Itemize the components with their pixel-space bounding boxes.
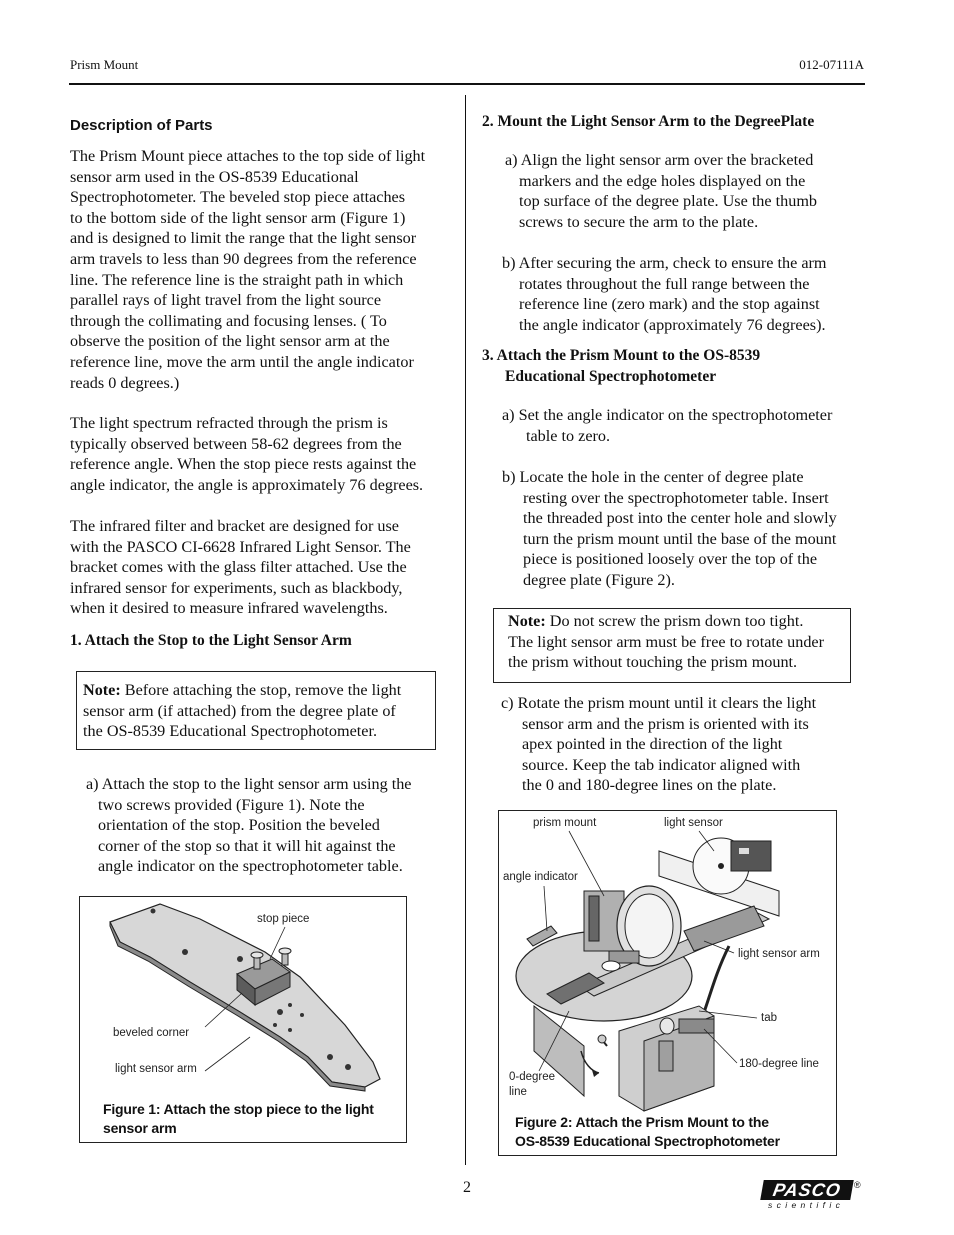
step-3a-text [502,405,867,446]
text-line: turn the prism mount until the base of the mount [523,529,837,548]
step-3-title [482,345,760,387]
step-2a-text [505,150,865,232]
label-light-sensor-arm: light sensor arm [115,1063,197,1075]
text-line: two screws provided (Figure 1). Note the [98,795,365,814]
text-line: screws to secure the arm to the plate. [519,212,759,231]
description-paragraph-1 [70,146,460,393]
step-2b-text [502,253,867,335]
text-line: angle indicator on the spectrophotometer table. [98,857,403,876]
document-number: 012-07111A [799,57,864,72]
note-box-2 [493,608,851,683]
label-0-degree-line [509,1070,555,1100]
text-line: arm travels to less than 90 degrees from the reference [70,249,417,268]
text-line: apex pointed in the direction of the light [522,735,783,754]
figure-1-caption [103,1100,374,1138]
label-angle-indicator: angle indicator [503,871,578,883]
description-paragraph-3 [70,516,460,619]
text-line: resting over the spectrophotometer table. Insert [523,488,829,507]
label-tab: tab [761,1012,777,1024]
section-title: Description of Parts [70,117,213,134]
text-line: and is designed to limit the range that the light sensor [70,229,417,248]
text-line: The Prism Mount piece attaches to the top side of light [70,147,426,165]
text-line: reference line, move the arm until the angle indicator [70,352,414,371]
figure-2-illustration [499,811,836,1155]
text-line: The light spectrum refracted through the prism is [70,414,388,432]
text-line: rotates throughout the full range between the [519,274,810,293]
caption-line: sensor arm [103,1120,177,1136]
text-line: b) Locate the hole in the center of degree plate [502,468,804,486]
text-line: the 0 and 180-degree lines on the plate. [522,776,777,795]
step-1-title: 1. Attach the Stop to the Light Sensor Arm [70,632,352,649]
text-line: bracket comes with the glass filter attached. Use the [70,558,407,577]
text-line: degree plate (Figure 2). [523,570,675,589]
title-line: 3. Attach the Prism Mount to the OS-8539 [482,347,761,364]
text-line: the OS-8539 Educational Spectrophotometer. [83,722,378,741]
text-line: observe the position of the light sensor arm at the [70,332,390,351]
text-line: sensor arm (if attached) from the degree plate of [83,701,396,720]
pasco-logo [762,1180,862,1212]
label-stop-piece: stop piece [257,913,310,925]
text-line: to the bottom side of the light sensor arm (Figure 1) [70,208,406,227]
caption-line: Figure 2: Attach the Prism Mount to the [515,1114,769,1130]
title-line: Educational Spectrophotometer [505,368,717,385]
text-line: markers and the edge holes displayed on the [519,171,806,190]
text-line: typically observed between 58-62 degrees from the [70,434,402,453]
text-line: The infrared filter and bracket are designed for use [70,517,399,535]
text-line: when it desired to measure infrared wavelengths. [70,599,388,618]
text-line: Do not screw the prism down too tight. [545,612,804,630]
text-line: The light sensor arm must be free to rotate under [508,632,825,651]
text-line: a) Align the light sensor arm over the bracketed [505,151,814,169]
note-box-1 [76,671,436,750]
text-line: corner of the stop so that it will hit against the [98,836,396,855]
note-label: Note: [83,681,121,699]
label-light-sensor: light sensor [664,817,723,829]
text-line: with the PASCO CI-6628 Infrared Light Sensor. The [70,537,411,556]
text-line: b) After securing the arm, check to ensure the arm [502,254,827,272]
label-prism-mount: prism mount [533,817,597,829]
text-line: piece is positioned loosely over the top of the [523,550,818,569]
text-line: the angle indicator (approximately 76 degrees). [519,315,826,334]
step-2-title: 2. Mount the Light Sensor Arm to the DegreePlate [482,113,815,130]
text-line: table to zero. [526,426,611,445]
text-line: sensor arm used in the OS-8539 Educational [70,167,359,186]
text-line: reads 0 degrees.) [70,373,180,392]
figure-1 [79,896,407,1143]
header-rule [69,83,865,85]
text-line: Before attaching the stop, remove the light [120,681,402,699]
text-line: Spectrophotometer. The beveled stop piece attaches [70,188,406,207]
text-line: top surface of the degree plate. Use the thumb [519,192,818,211]
text-line: through the collimating and focusing lenses. ( To [70,311,387,330]
label-line: 0-degree [509,1071,556,1083]
text-line: c) Rotate the prism mount until it clears the light [501,694,817,712]
page-number: 2 [463,1179,471,1196]
text-line: a) Set the angle indicator on the spectrophotometer [502,406,833,424]
logo-wordmark: PASCO [760,1180,854,1200]
column-divider [465,95,466,1165]
figure-2-caption [515,1113,780,1151]
description-paragraph-2 [70,413,460,495]
step-1a-text [86,774,446,877]
text-line: orientation of the stop. Position the beveled [98,816,380,835]
logo-subtitle: s c i e n t i f i c [768,1200,841,1210]
registered-mark: ® [854,1180,861,1190]
text-line: angle indicator, the angle is approximately 76 degrees. [70,475,424,494]
figure-2 [498,810,837,1156]
label-beveled-corner: beveled corner [113,1027,190,1039]
text-line: source. Keep the tab indicator aligned with [522,755,801,774]
caption-line: Figure 1: Attach the stop piece to the light [103,1101,374,1117]
text-line: sensor arm and the prism is oriented with its [522,714,809,733]
text-line: reference line (zero mark) and the stop against [519,295,820,314]
label-light-sensor-arm: light sensor arm [738,948,820,960]
text-line: the prism without touching the prism mount. [508,653,798,672]
text-line: reference angle. When the stop piece rests against the [70,455,417,474]
text-line: infrared sensor for experiments, such as blackbody, [70,578,403,597]
label-180-degree-line: 180-degree line [739,1058,819,1070]
running-header-title: Prism Mount [70,57,139,72]
text-line: a) Attach the stop to the light sensor arm using the [86,775,412,793]
step-3b-text [502,467,867,591]
caption-line: OS-8539 Educational Spectrophotometer [515,1133,780,1149]
step-3c-text [501,693,866,796]
note-label: Note: [508,612,546,630]
text-line: the threaded post into the center hole and slowly [523,509,837,528]
text-line: line. The reference line is the straight path in which [70,270,404,289]
text-line: parallel rays of light travel from the light source [70,291,382,310]
label-line: line [509,1086,527,1098]
